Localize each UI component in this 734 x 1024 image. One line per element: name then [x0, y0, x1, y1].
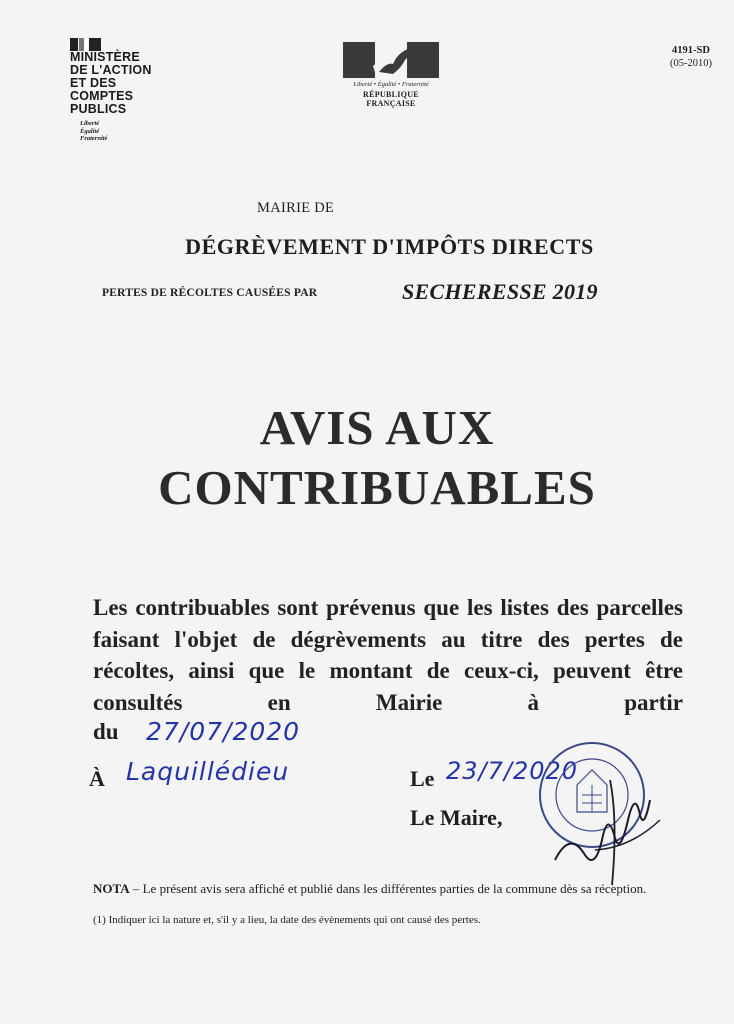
notice-paragraph: Les contribuables sont prévenus que les listes des parcelles faisant l'objet de dégrèvements au titre des pertes de récoltes, ainsi que le montant de ceux-ci, peuvent être consultés en Mairie à partir [93, 595, 683, 715]
ministry-name-line-1: MINISTÈRE [70, 50, 140, 64]
a-label: À [89, 766, 105, 791]
nota-text [93, 881, 646, 897]
marianne-icon [343, 42, 439, 78]
republic-name: RÉPUBLIQUE FRANÇAISE [363, 90, 419, 108]
republic-motto: Liberté • Égalité • Fraternité [353, 81, 429, 88]
form-code [670, 44, 712, 70]
nota-body: – Le présent avis sera affiché et publié dans les différentes parties de la commune dès sa réception. [129, 881, 647, 896]
handwritten-place: Laquillédieu [126, 757, 290, 786]
cause-value: SECHERESSE 2019 [402, 279, 598, 304]
republique-francaise-logo [338, 42, 444, 108]
form-edition: (05-2010) [670, 58, 712, 69]
pertes-label: PERTES DE RÉCOLTES CAUSÉES PAR [102, 287, 318, 299]
le-label: Le [410, 766, 435, 791]
notice-heading-line-1: AVIS AUX [259, 400, 495, 455]
notice-heading [0, 398, 734, 518]
ministry-motto-fraternite: Fraternité [80, 135, 108, 142]
nota-label: NOTA [93, 881, 130, 896]
handwritten-signature-date: 23/7/2020 [446, 757, 579, 785]
du-label: du [93, 719, 119, 744]
document-title: DÉGRÈVEMENT D'IMPÔTS DIRECTS [185, 234, 594, 259]
ministry-name-line-3: ET DES COMPTES [70, 76, 134, 103]
notice-heading-line-2: CONTRIBUABLES [158, 460, 596, 515]
mayor-signature-icon [540, 760, 670, 890]
ministry-motto-egalite: Égalité [80, 127, 100, 135]
handwritten-consultation-date: 27/07/2020 [146, 717, 301, 746]
ministry-name-line-2: DE L'ACTION [70, 63, 152, 77]
footnote: (1) Indiquer ici la nature et, s'il y a lieu, la date des évènements qui ont causé des pertes. [93, 914, 481, 926]
ministry-motto-liberte: Liberté [80, 120, 100, 127]
ministry-logo [70, 38, 180, 143]
mairie-label: MAIRIE DE [257, 200, 335, 216]
maire-label: Le Maire, [410, 805, 503, 830]
form-number: 4191-SD [672, 45, 710, 56]
ministry-name-line-4: PUBLICS [70, 102, 127, 116]
